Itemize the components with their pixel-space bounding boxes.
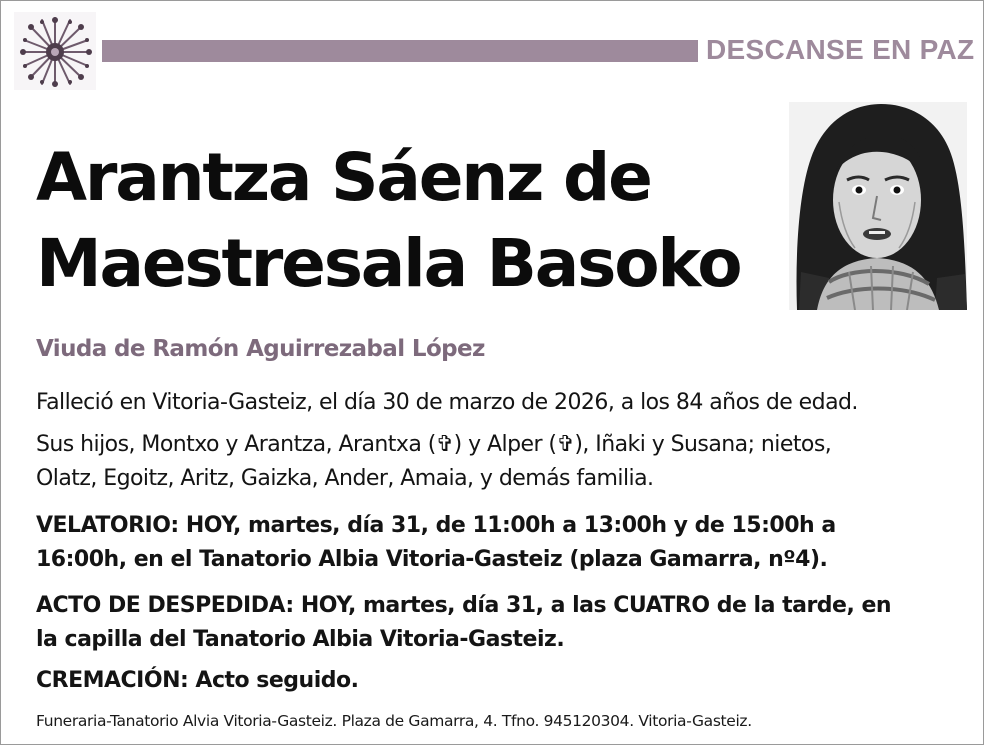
widow-of: Viuda de Ramón Aguirrezabal López (36, 336, 485, 362)
despedida-line-1: ACTO DE DESPEDIDA: HOY, martes, día 31, a las CUATRO de la tarde, en (36, 593, 892, 618)
portrait-photo (789, 102, 967, 310)
velatorio-line-1: VELATORIO: HOY, martes, día 31, de 11:00h a 13:00h y de 15:00h a (36, 513, 836, 538)
family-list (36, 428, 966, 496)
family-line-1: Sus hijos, Montxo y Arantza, Arantxa (✞) y Alper (✞), Iñaki y Susana; nietos, (36, 432, 832, 457)
name-line-1: Arantza Sáenz de (36, 139, 651, 216)
name-line-2: Maestresala Basoko (36, 225, 741, 302)
deceased-name (36, 135, 776, 307)
flower-icon (14, 12, 96, 90)
despedida-info (36, 589, 966, 657)
death-notice: Falleció en Vitoria-Gasteiz, el día 30 de marzo de 2026, a los 84 años de edad. (36, 390, 858, 415)
header-bar (102, 40, 698, 62)
velatorio-line-2: 16:00h, en el Tanatorio Albia Vitoria-Gasteiz (plaza Gamarra, nº4). (36, 547, 828, 572)
family-line-2: Olatz, Egoitz, Aritz, Gaizka, Ander, Amaia, y demás familia. (36, 466, 654, 491)
despedida-line-2: la capilla del Tanatorio Albia Vitoria-Gasteiz. (36, 627, 565, 652)
velatorio-info (36, 509, 966, 577)
cremacion-info: CREMACIÓN: Acto seguido. (36, 668, 359, 693)
funeral-home-footer: Funeraria-Tanatorio Alvia Vitoria-Gasteiz. Plaza de Gamarra, 4. Tfno. 945120304. Vitoria-Gasteiz. (36, 712, 752, 730)
header-title: DESCANSE EN PAZ (706, 34, 975, 65)
